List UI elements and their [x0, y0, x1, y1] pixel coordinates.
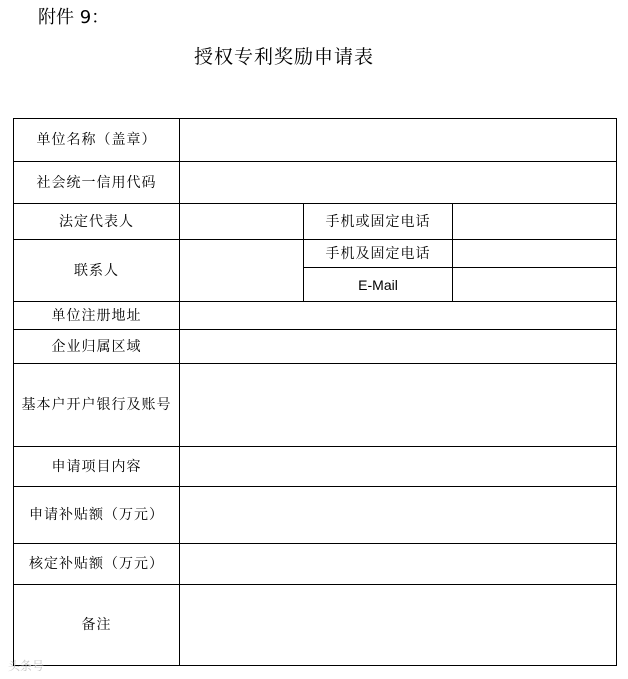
legal-rep-phone-label: 手机或固定电话	[304, 204, 453, 240]
subsidy-approved-field[interactable]	[180, 544, 617, 585]
email-label: E-Mail	[304, 268, 453, 302]
contact-field[interactable]	[180, 240, 304, 302]
subsidy-approved-label: 核定补贴额（万元）	[14, 544, 180, 585]
application-form-table	[13, 118, 617, 666]
region-label: 企业归属区域	[14, 330, 180, 364]
page-title: 授权专利奖励申请表	[193, 46, 374, 68]
contact-phone-field[interactable]	[453, 240, 617, 268]
contact-label: 联系人	[14, 240, 180, 302]
remarks-field[interactable]	[180, 585, 617, 666]
region-field[interactable]	[180, 330, 617, 364]
bank-account-label: 基本户开户银行及账号	[14, 364, 180, 447]
project-content-label: 申请项目内容	[14, 447, 180, 487]
remarks-label: 备注	[14, 585, 180, 666]
credit-code-label: 社会统一信用代码	[14, 162, 180, 204]
credit-code-field[interactable]	[180, 162, 617, 204]
subsidy-requested-label: 申请补贴额（万元）	[14, 487, 180, 544]
email-field[interactable]	[453, 268, 617, 302]
contact-phone-label: 手机及固定电话	[304, 240, 453, 268]
legal-rep-label: 法定代表人	[14, 204, 180, 240]
legal-rep-field[interactable]	[180, 204, 304, 240]
reg-address-field[interactable]	[180, 302, 617, 330]
unit-name-label: 单位名称（盖章）	[14, 119, 180, 162]
bank-account-field[interactable]	[180, 364, 617, 447]
subsidy-requested-field[interactable]	[180, 487, 617, 544]
project-content-field[interactable]	[180, 447, 617, 487]
annex-label: 附件 9：	[38, 7, 110, 28]
unit-name-field[interactable]	[180, 119, 617, 162]
legal-rep-phone-field[interactable]	[453, 204, 617, 240]
reg-address-label: 单位注册地址	[14, 302, 180, 330]
watermark-logo: 头条号	[8, 659, 45, 673]
